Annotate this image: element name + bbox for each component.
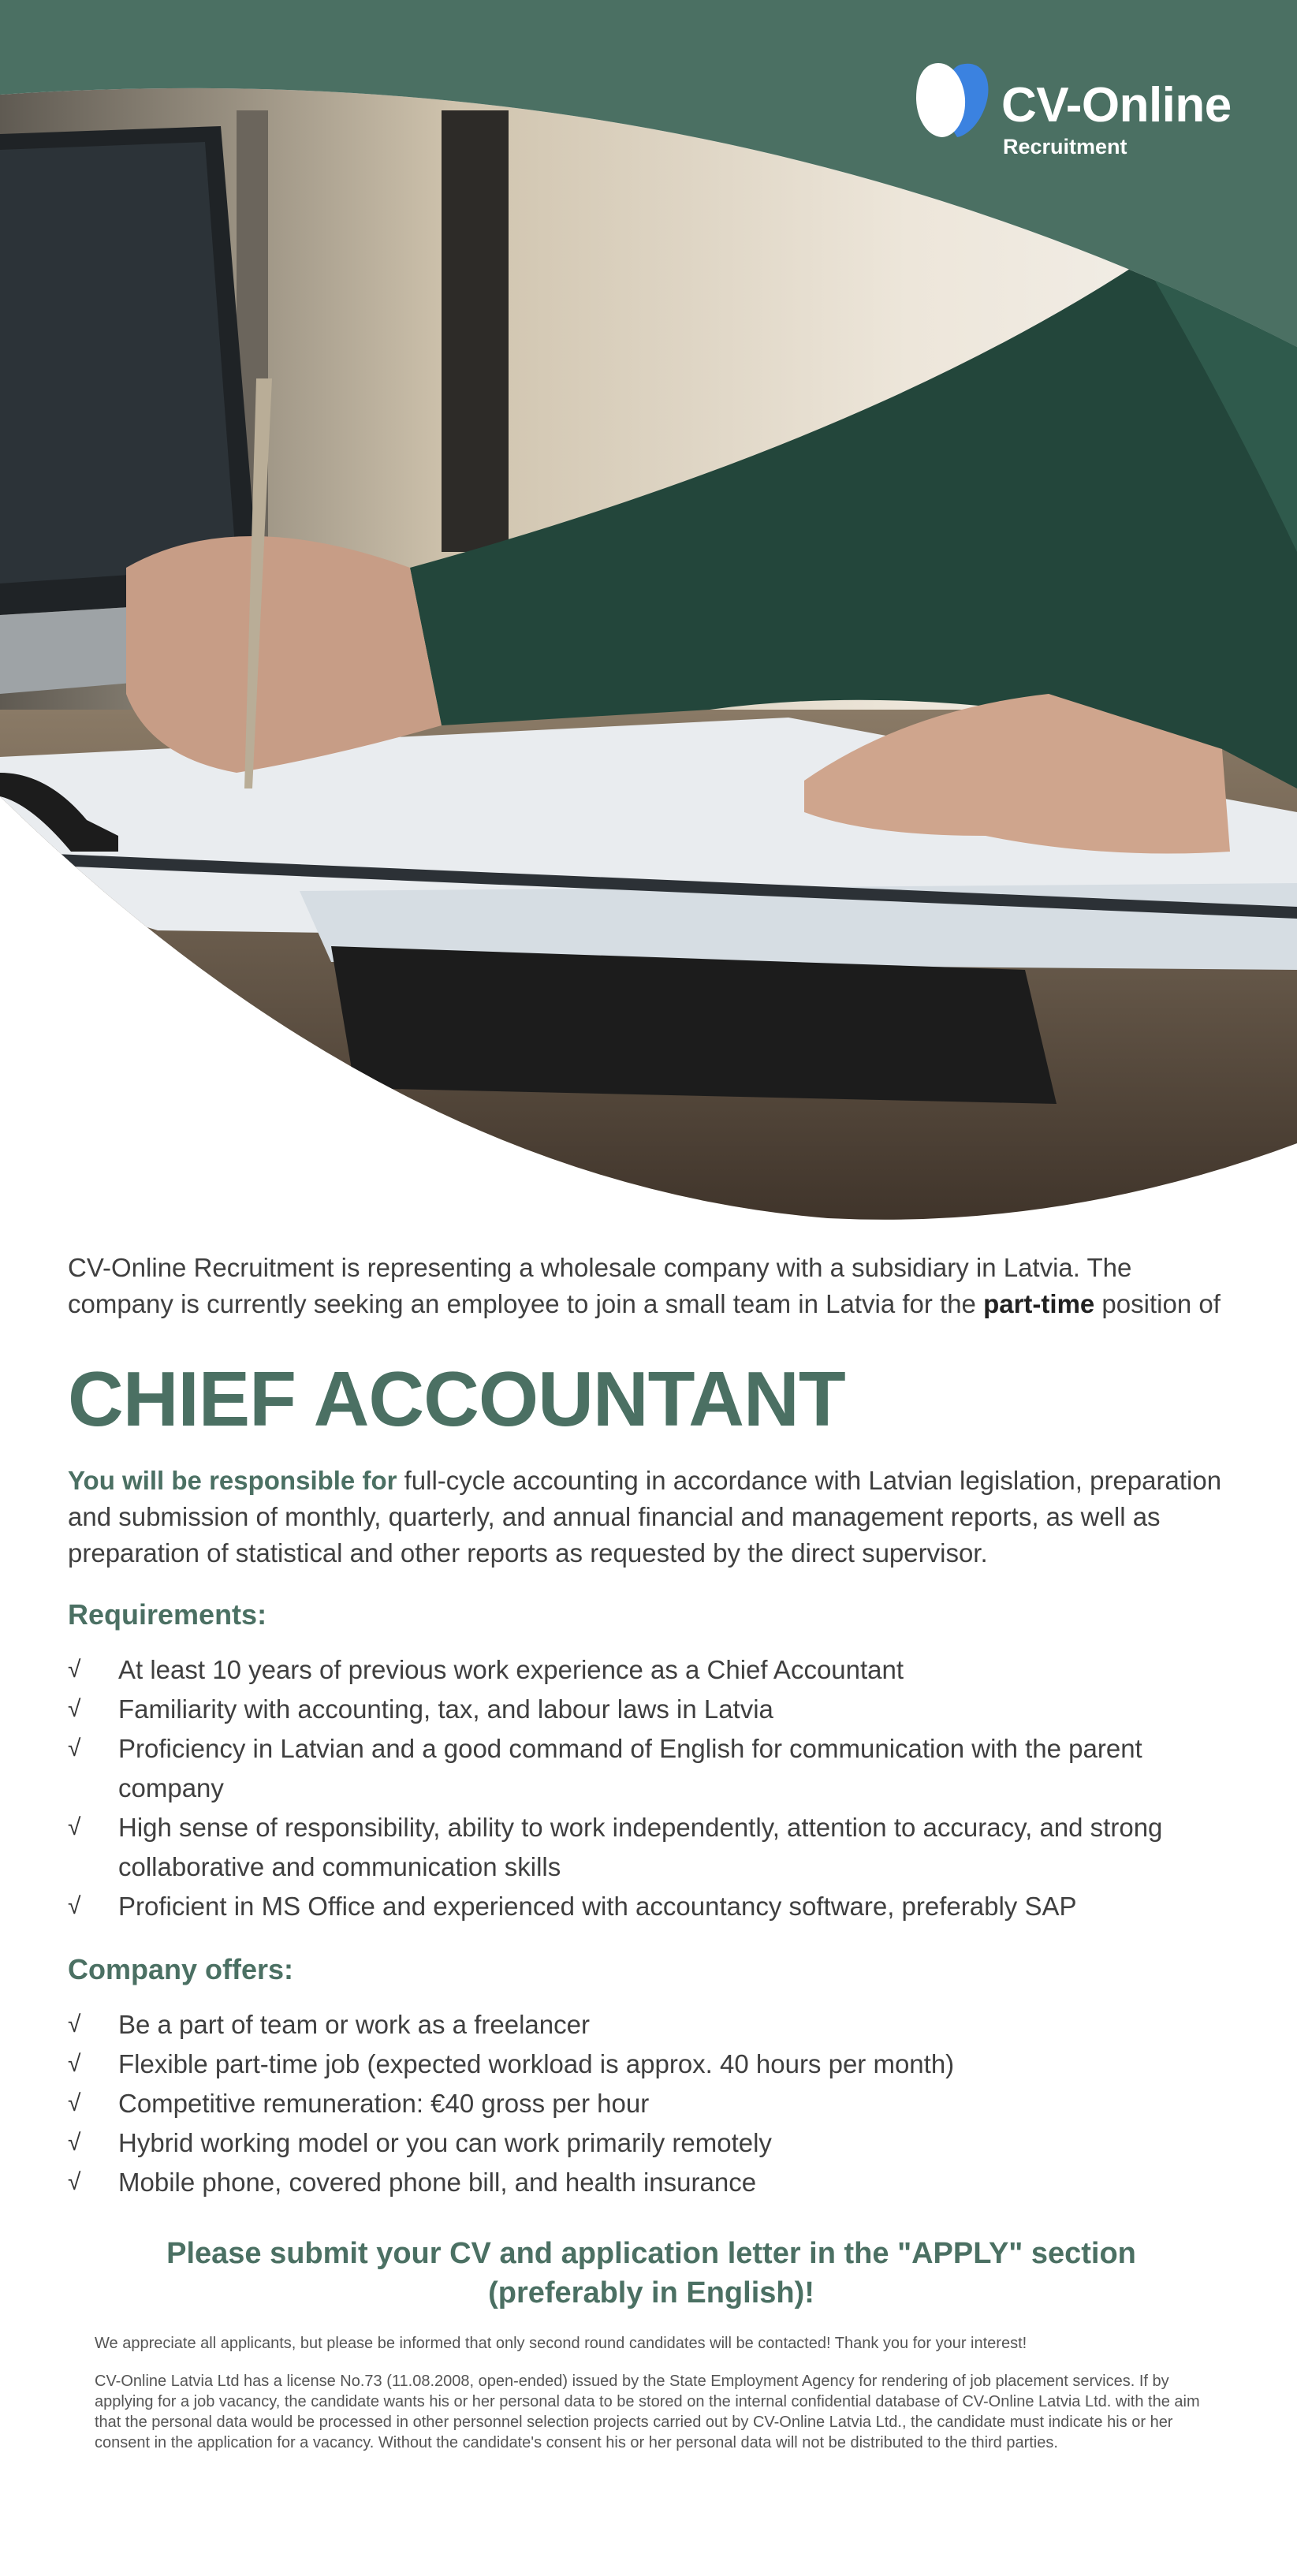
check-icon: √ [68,2130,81,2156]
requirement-text: Familiarity with accounting, tax, and labour laws in Latvia [118,1694,773,1724]
logo-mark-icon [915,60,993,139]
requirement-text: Proficient in MS Office and experienced with accountancy software, preferably SAP [118,1892,1077,1921]
list-item [68,1729,1235,1808]
apply-instructions [68,2234,1235,2313]
offers-list [68,2005,1235,2202]
check-icon: √ [68,1814,81,1840]
cta-line-1: Please submit your CV and application letter in the "APPLY" section [166,2237,1136,2270]
offer-text: Competitive remuneration: €40 gross per hour [118,2089,650,2118]
responsibility-lead: You will be responsible for [68,1466,397,1495]
logo-subtitle: Recruitment [1003,135,1127,158]
check-icon: √ [68,1696,81,1722]
list-item [68,1650,1235,1690]
intro-before: CV-Online Recruitment is representing a wholesale company with a subsidiary in Latvia. The company is currently seeking an employee to join a small team in Latvia for the [68,1253,1132,1318]
responsibility-paragraph [68,1463,1235,1571]
logo-name: CV-Online [1001,78,1232,132]
list-item [68,1690,1235,1729]
check-icon: √ [68,2011,81,2037]
requirement-text: Proficiency in Latvian and a good command of English for communication with the parent company [118,1734,1142,1802]
intro-after: position of [1094,1289,1221,1318]
list-item [68,2163,1235,2202]
intro-paragraph [68,1250,1235,1322]
job-title: CHIEF ACCOUNTANT [68,1355,845,1442]
list-item [68,1887,1235,1926]
cta-line-2: (preferably in English)! [488,2276,814,2309]
check-icon: √ [68,1735,81,1761]
check-icon: √ [68,2090,81,2116]
requirements-list [68,1650,1235,1926]
requirement-text: High sense of responsibility, ability to work independently, attention to accuracy, and strong collaborative and communication skills [118,1813,1163,1881]
list-item [68,2045,1235,2084]
offer-text: Mobile phone, covered phone bill, and health insurance [118,2168,757,2197]
list-item [68,2005,1235,2045]
check-icon: √ [68,2169,81,2195]
intro-bold: part-time [983,1289,1095,1318]
requirements-heading: Requirements: [68,1598,267,1631]
applicant-note: We appreciate all applicants, but please be informed that only second round candidates will be contacted! Thank you for your interest! [95,2335,1027,2352]
legal-notice: CV-Online Latvia Ltd has a license No.73 (11.08.2008, open-ended) issued by the State Employment Agency for rendering of job placement services. If by applying for a job vacancy, the candidate wants his or her personal data to be stored on the internal confidential database of CV-Online Latvia Ltd. with the aim that the personal data would be processed in other personnel selection projects carried out by CV-Online Latvia Ltd., the candidate must indicate his or her consent in the application for a vacancy. Without the candidate's consent his or her personal data will not be distributed to the third parties. [95,2373,1200,2451]
list-item [68,1808,1235,1887]
offers-heading: Company offers: [68,1953,294,1985]
check-icon: √ [68,1893,81,1919]
offer-text: Flexible part-time job (expected workload is approx. 40 hours per month) [118,2049,955,2078]
offer-text: Hybrid working model or you can work primarily remotely [118,2128,772,2157]
responsibility-text: full-cycle accounting in accordance with Latvian legislation, preparation and submission of monthly, quarterly, and annual financial and management reports, as well as preparation of statistical and other reports as requested by the direct supervisor. [68,1466,1222,1568]
requirement-text: At least 10 years of previous work experience as a Chief Accountant [118,1655,904,1684]
list-item [68,2123,1235,2163]
logo [915,60,1246,162]
list-item [68,2084,1235,2123]
job-description [68,1250,1235,2470]
check-icon: √ [68,1657,81,1683]
hero-photo [0,0,1297,1230]
check-icon: √ [68,2051,81,2077]
offer-text: Be a part of team or work as a freelancer [118,2010,590,2039]
